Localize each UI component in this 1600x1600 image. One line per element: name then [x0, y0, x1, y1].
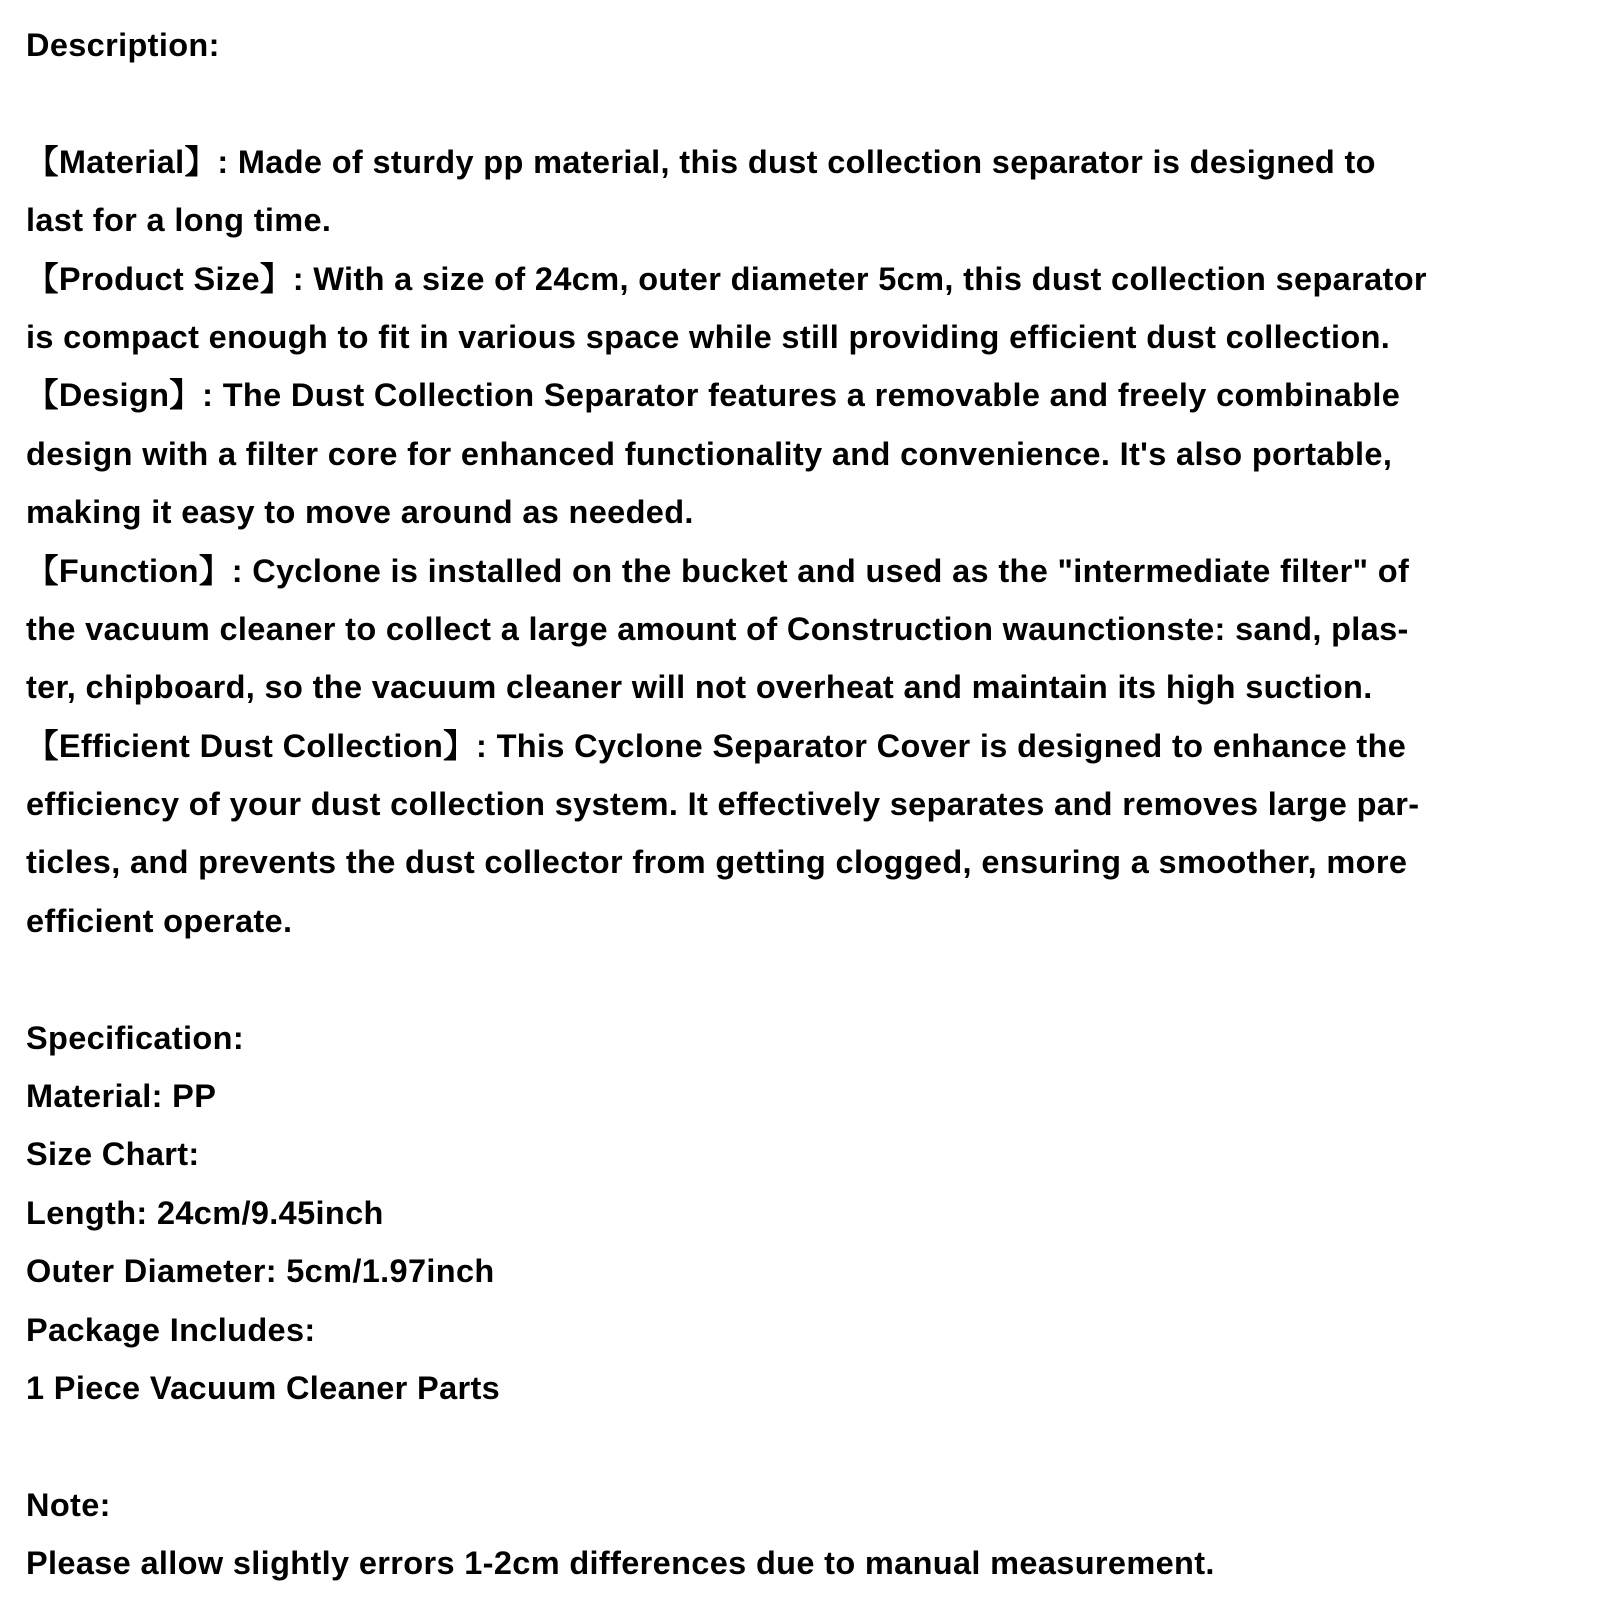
material-line-1: 【Material】: Made of sturdy pp material, this dust collection separator is designed to: [26, 143, 1376, 180]
design-line-2: design with a filter core for enhanced functionality and convenience. It's also portable,: [26, 435, 1393, 472]
design-line-1: 【Design】: The Dust Collection Separator features a removable and freely combinable: [26, 377, 1401, 414]
efficient-dust-line-2: efficiency of your dust collection system. It effectively separates and removes large par-: [26, 786, 1420, 823]
product-size-line-1: 【Product Size】: With a size of 24cm, outer diameter 5cm, this dust collection separator: [26, 260, 1427, 297]
spec-material: Material: PP: [26, 1078, 217, 1115]
efficient-dust-line-1: 【Efficient Dust Collection】: This Cyclone Separator Cover is designed to enhance the: [26, 727, 1407, 764]
design-line-3: making it easy to move around as needed.: [26, 494, 694, 531]
spec-outer-diameter: Outer Diameter: 5cm/1.97inch: [26, 1253, 495, 1290]
function-line-3: ter, chipboard, so the vacuum cleaner will not overheat and maintain its high suction.: [26, 669, 1373, 706]
spacer: [26, 950, 1588, 1008]
efficient-dust-line-4: efficient operate.: [26, 902, 293, 939]
function-line-2: the vacuum cleaner to collect a large amount of Construction waunctionste: sand, plas-: [26, 610, 1409, 647]
spec-package-includes: Package Includes:: [26, 1311, 316, 1348]
product-size-line-2: is compact enough to fit in various space while still providing efficient dust collection.: [26, 318, 1391, 355]
note-heading: Note:: [26, 1486, 111, 1523]
material-line-2: last for a long time.: [26, 202, 332, 239]
spacer: [26, 1417, 1588, 1475]
efficient-dust-line-3: ticles, and prevents the dust collector from getting clogged, ensuring a smoother, more: [26, 844, 1408, 881]
note-text: Please allow slightly errors 1-2cm differences due to manual measurement.: [26, 1545, 1215, 1582]
spacer: [26, 74, 1588, 132]
product-description-document: [26, 16, 1588, 1593]
spec-package-item: 1 Piece Vacuum Cleaner Parts: [26, 1369, 501, 1406]
specification-heading: Specification:: [26, 1019, 244, 1056]
spec-size-chart: Size Chart:: [26, 1136, 200, 1173]
description-heading: Description:: [26, 27, 220, 63]
function-line-1: 【Function】: Cyclone is installed on the bucket and used as the "intermediate filter" of: [26, 552, 1410, 589]
spec-length: Length: 24cm/9.45inch: [26, 1194, 384, 1231]
